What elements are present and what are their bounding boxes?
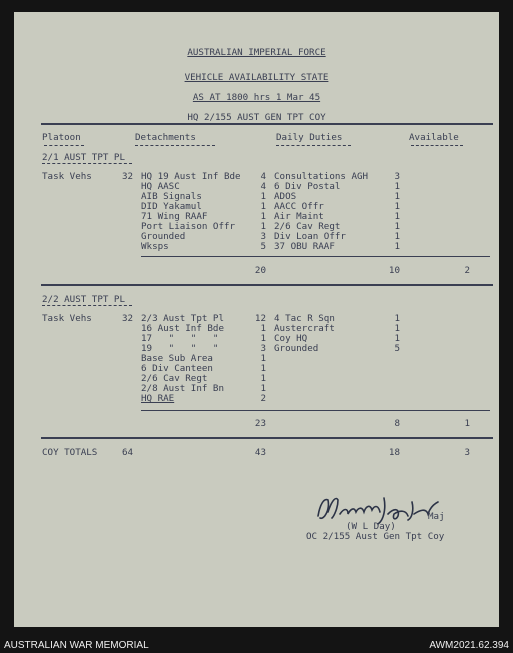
col-daily-duties: Daily Duties bbox=[276, 132, 343, 143]
section-title: 2/1 AUST TPT PL bbox=[42, 152, 125, 163]
det-name: DID Yakamul bbox=[141, 201, 202, 212]
det-count: 1 bbox=[260, 353, 266, 364]
section-underline bbox=[42, 305, 132, 306]
det-count: 1 bbox=[260, 201, 266, 212]
det-count: 1 bbox=[260, 191, 266, 202]
signature-name: (W L Day) bbox=[346, 521, 396, 532]
duty-count: 5 bbox=[394, 343, 400, 354]
header-rule bbox=[41, 123, 493, 125]
duty-count: 1 bbox=[394, 323, 400, 334]
col-underline bbox=[135, 145, 215, 146]
footer-source: AUSTRALIAN WAR MEMORIAL bbox=[4, 640, 149, 651]
duty-name: ADOS bbox=[274, 191, 297, 202]
col-platoon: Platoon bbox=[42, 132, 81, 143]
row-count: 32 bbox=[122, 171, 134, 182]
duty-name: Div Loan Offr bbox=[274, 231, 346, 242]
det-name: 2/6 Cav Regt bbox=[141, 373, 208, 384]
det-count: 1 bbox=[260, 211, 266, 222]
duty-count: 1 bbox=[394, 191, 400, 202]
det-name: 2/8 Aust Inf Bn bbox=[141, 383, 224, 394]
subtotal-detachments: 20 bbox=[254, 265, 266, 276]
det-count: 1 bbox=[260, 383, 266, 394]
det-name: Wksps bbox=[141, 241, 169, 252]
duty-count: 1 bbox=[394, 211, 400, 222]
duty-name: Consultations AGH bbox=[274, 171, 369, 182]
det-name: HQ 19 Aust Inf Bde bbox=[141, 171, 241, 182]
section-title: 2/2 AUST TPT PL bbox=[42, 294, 125, 305]
duty-count: 1 bbox=[394, 333, 400, 344]
subtotal-available: 1 bbox=[464, 418, 470, 429]
det-count: 4 bbox=[260, 181, 266, 192]
duty-name: Grounded bbox=[274, 343, 319, 354]
section-rule bbox=[41, 284, 493, 286]
document-page bbox=[14, 12, 499, 627]
det-count: 5 bbox=[260, 241, 266, 252]
duty-name: AACC Offr bbox=[274, 201, 324, 212]
det-name: Base Sub Area bbox=[141, 353, 213, 364]
subtotal-rule bbox=[141, 256, 490, 257]
det-count: 3 bbox=[260, 343, 266, 354]
det-name: HQ AASC bbox=[141, 181, 180, 192]
col-underline bbox=[44, 145, 84, 146]
header-line-3: AS AT 1800 hrs 1 Mar 45 bbox=[192, 92, 321, 103]
header-line-4: HQ 2/155 AUST GEN TPT COY bbox=[187, 112, 326, 123]
det-count: 2 bbox=[260, 393, 266, 404]
det-name: Port Liaison Offr bbox=[141, 221, 236, 232]
det-name: 2/3 Aust Tpt Pl bbox=[141, 313, 224, 324]
det-count: 1 bbox=[260, 373, 266, 384]
duty-name: Coy HQ bbox=[274, 333, 308, 344]
duty-name: 2/6 Cav Regt bbox=[274, 221, 341, 232]
duty-name: Air Maint bbox=[274, 211, 324, 222]
det-name: 16 Aust Inf Bde bbox=[141, 323, 224, 334]
subtotal-daily: 10 bbox=[388, 265, 400, 276]
duty-name: Austercraft bbox=[274, 323, 335, 334]
duty-count: 3 bbox=[394, 171, 400, 182]
col-underline bbox=[411, 145, 463, 146]
det-count: 1 bbox=[260, 333, 266, 344]
signature-title: OC 2/155 Aust Gen Tpt Coy bbox=[306, 531, 445, 542]
coy-totals-daily: 18 bbox=[388, 447, 400, 458]
duty-count: 1 bbox=[394, 241, 400, 252]
footer-accession-number: AWM2021.62.394 bbox=[429, 640, 509, 651]
duty-count: 1 bbox=[394, 181, 400, 192]
header-line-1: AUSTRALIAN IMPERIAL FORCE bbox=[187, 47, 326, 58]
det-name: HQ RAE bbox=[141, 393, 175, 404]
coy-totals-detachments: 43 bbox=[254, 447, 266, 458]
duty-name: 37 OBU RAAF bbox=[274, 241, 335, 252]
det-count: 3 bbox=[260, 231, 266, 242]
det-count: 12 bbox=[254, 313, 266, 324]
det-name: 71 Wing RAAF bbox=[141, 211, 208, 222]
det-name: 19 " " " bbox=[141, 343, 219, 354]
col-underline bbox=[276, 145, 351, 146]
subtotal-daily: 8 bbox=[394, 418, 400, 429]
coy-totals-count: 64 bbox=[122, 447, 134, 458]
coy-totals-available: 3 bbox=[464, 447, 470, 458]
det-name: Grounded bbox=[141, 231, 186, 242]
col-detachments: Detachments bbox=[135, 132, 196, 143]
duty-count: 1 bbox=[394, 221, 400, 232]
row-count: 32 bbox=[122, 313, 134, 324]
section-underline bbox=[42, 163, 132, 164]
det-count: 1 bbox=[260, 221, 266, 232]
subtotal-available: 2 bbox=[464, 265, 470, 276]
header-line-2: VEHICLE AVAILABILITY STATE bbox=[184, 72, 329, 83]
det-count: 1 bbox=[260, 323, 266, 334]
duty-count: 1 bbox=[394, 313, 400, 324]
col-available: Available bbox=[409, 132, 459, 143]
row-label: Task Vehs bbox=[42, 313, 92, 324]
det-count: 1 bbox=[260, 363, 266, 374]
section-rule bbox=[41, 437, 493, 439]
subtotal-detachments: 23 bbox=[254, 418, 266, 429]
duty-count: 1 bbox=[394, 231, 400, 242]
subtotal-rule bbox=[141, 410, 490, 411]
det-count: 4 bbox=[260, 171, 266, 182]
row-label: Task Vehs bbox=[42, 171, 92, 182]
duty-count: 1 bbox=[394, 201, 400, 212]
det-name: 17 " " " bbox=[141, 333, 219, 344]
coy-totals-label: COY TOTALS bbox=[42, 447, 98, 458]
det-name: AIB Signals bbox=[141, 191, 202, 202]
duty-name: 6 Div Postal bbox=[274, 181, 341, 192]
signature-rank: Maj bbox=[428, 511, 445, 522]
det-name: 6 Div Canteen bbox=[141, 363, 213, 374]
duty-name: 4 Tac R Sqn bbox=[274, 313, 335, 324]
